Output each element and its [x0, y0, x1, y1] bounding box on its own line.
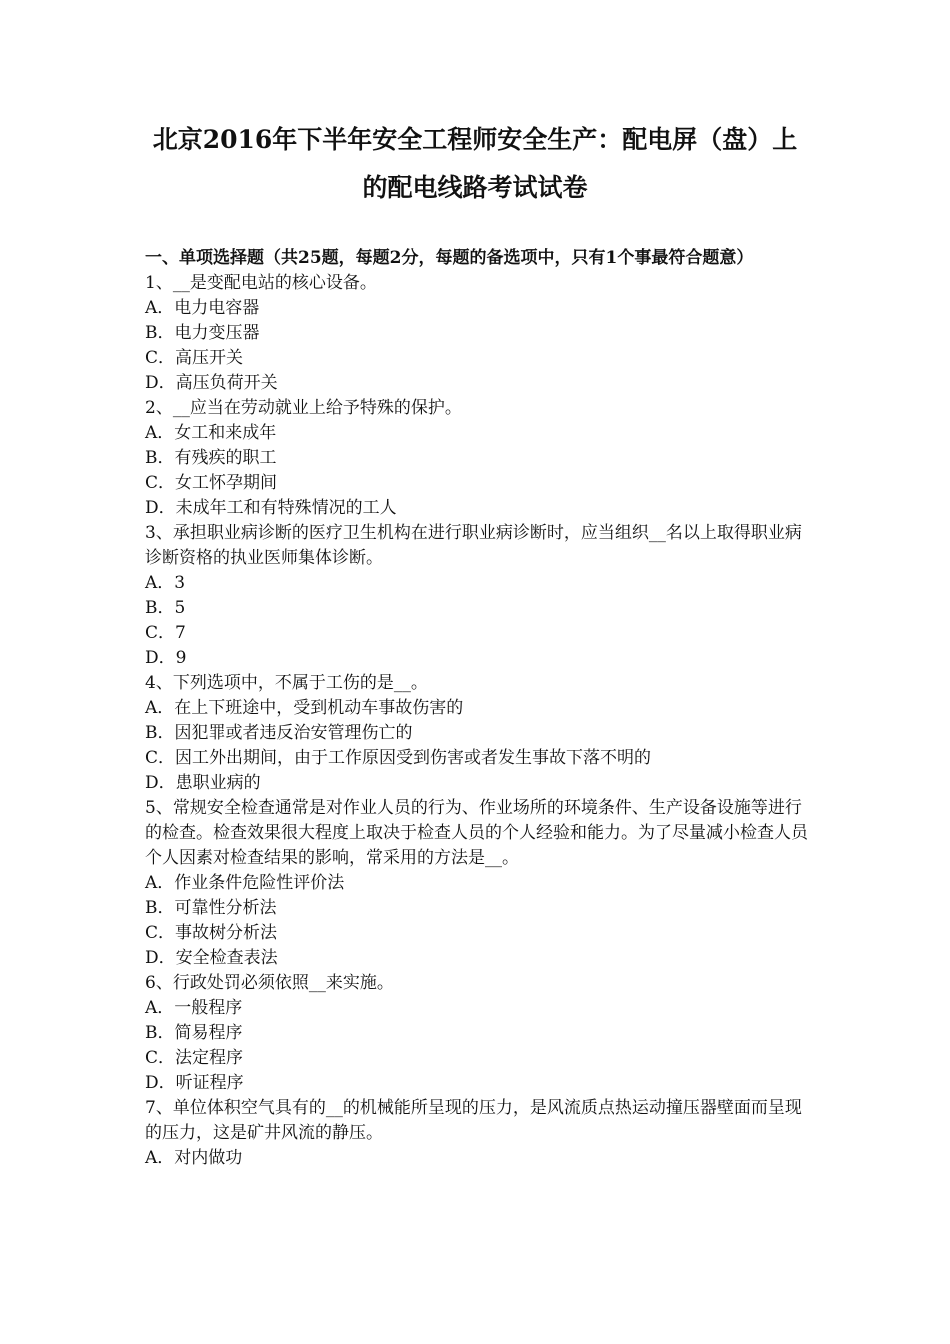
option-b: B．5 — [145, 598, 186, 618]
option-c: C．高压开关 — [145, 348, 244, 368]
option-a: A．3 — [145, 573, 186, 593]
option-a: A．电力电容器 — [145, 298, 260, 318]
option-c: C．7 — [145, 623, 186, 643]
option-c: C．女工怀孕期间 — [145, 473, 278, 493]
option-d: D．安全检查表法 — [145, 948, 278, 968]
option-c: C．法定程序 — [145, 1048, 244, 1068]
question-stem: 3、承担职业病诊断的医疗卫生机构在进行职业病诊断时，应当组织__名以上取得职业病诊断资格的执业医师集体诊断。 — [145, 523, 802, 568]
option-d: D．患职业病的 — [145, 773, 261, 793]
title-line-1: 北京2016年下半年安全工程师安全生产：配电屏（盘）上 — [152, 125, 798, 154]
option-d: D．高压负荷开关 — [145, 373, 278, 393]
option-a: A．在上下班途中，受到机动车事故伤害的 — [145, 698, 464, 718]
option-b: B．有残疾的职工 — [145, 448, 277, 468]
title-line-2: 的配电线路考试试卷 — [362, 173, 588, 202]
option-a: A．女工和来成年 — [145, 423, 277, 443]
question-3 — [145, 521, 810, 671]
question-6 — [145, 971, 810, 1096]
option-d: D．听证程序 — [145, 1073, 244, 1093]
question-2 — [145, 396, 810, 521]
question-4 — [145, 671, 810, 796]
question-stem: 4、下列选项中，不属于工伤的是__。 — [145, 673, 428, 693]
question-stem: 5、常规安全检查通常是对作业人员的行为、作业场所的环境条件、生产设备设施等进行的检查。检查效果很大程度上取决于检查人员的个人经验和能力。为了尽量减小检查人员个人因素对检查结果的影响，常采用的方法是__。 — [145, 798, 808, 868]
question-1 — [145, 271, 810, 396]
document-title — [100, 116, 850, 212]
question-stem: 2、__应当在劳动就业上给予特殊的保护。 — [145, 398, 462, 418]
question-5 — [145, 796, 810, 971]
option-c: C．事故树分析法 — [145, 923, 278, 943]
option-b: B．可靠性分析法 — [145, 898, 277, 918]
section-heading: 一、单项选择题（共25题，每题2分，每题的备选项中，只有1个事最符合题意） — [145, 248, 754, 268]
option-d: D．未成年工和有特殊情况的工人 — [145, 498, 397, 518]
option-a: A．作业条件危险性评价法 — [145, 873, 345, 893]
option-b: B．因犯罪或者违反治安管理伤亡的 — [145, 723, 413, 743]
question-stem: 7、单位体积空气具有的__的机械能所呈现的压力，是风流质点热运动撞压器壁面而呈现的压力，这是矿井风流的静压。 — [145, 1098, 802, 1143]
option-d: D．9 — [145, 648, 187, 668]
question-stem: 1、__是变配电站的核心设备。 — [145, 273, 377, 293]
option-a: A．对内做功 — [145, 1148, 243, 1168]
option-a: A．一般程序 — [145, 998, 243, 1018]
option-b: B．电力变压器 — [145, 323, 260, 343]
option-c: C．因工外出期间，由于工作原因受到伤害或者发生事故下落不明的 — [145, 748, 652, 768]
document-body — [145, 246, 810, 1171]
option-b: B．简易程序 — [145, 1023, 243, 1043]
question-stem: 6、行政处罚必须依照__来实施。 — [145, 973, 394, 993]
question-7 — [145, 1096, 810, 1171]
